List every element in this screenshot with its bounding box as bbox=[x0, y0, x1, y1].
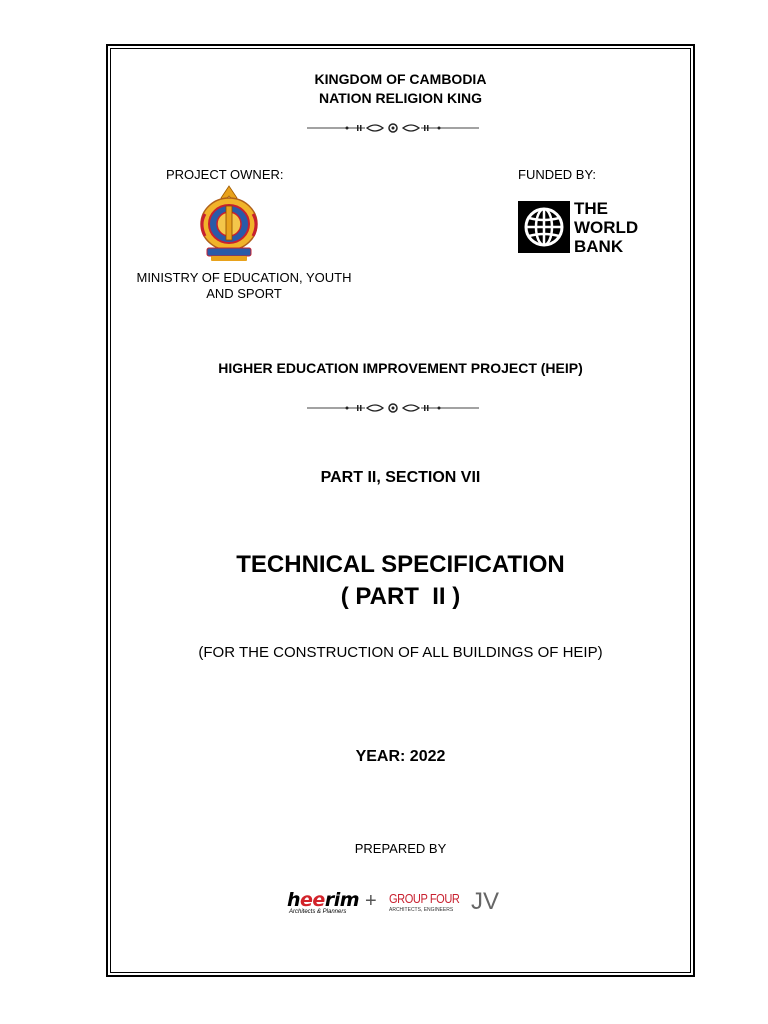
jv-mark: JV bbox=[471, 888, 500, 915]
ornament-divider-middle bbox=[305, 401, 481, 415]
section-label: PART II, SECTION VII bbox=[320, 469, 481, 486]
motto-heading: NATION RELIGION KING bbox=[318, 90, 483, 106]
world-bank-text-line2: WORLD bbox=[574, 218, 639, 237]
world-bank-logo-text bbox=[574, 199, 638, 256]
world-bank-text-line3: BANK bbox=[574, 237, 624, 256]
ministry-emblem-icon bbox=[197, 184, 261, 264]
kingdom-heading: KINGDOM OF CAMBODIA bbox=[314, 71, 487, 87]
ministry-name-line1: MINISTRY OF EDUCATION, YOUTH bbox=[136, 270, 352, 285]
project-owner-label: PROJECT OWNER: bbox=[166, 167, 284, 182]
ministry-name-line2: AND SPORT bbox=[206, 286, 282, 301]
document-title-line2: ( PART II ) bbox=[340, 583, 461, 610]
group-four-logo: GROUP FOUR bbox=[389, 891, 460, 906]
plus-sign: + bbox=[365, 890, 377, 912]
document-title-line1: TECHNICAL SPECIFICATION bbox=[236, 551, 565, 578]
project-title: HIGHER EDUCATION IMPROVEMENT PROJECT (HEIP) bbox=[218, 360, 583, 376]
heerim-tagline: Architects & Planners bbox=[289, 909, 347, 915]
prepared-by-label: PREPARED BY bbox=[354, 841, 447, 856]
group-four-tagline: ARCHITECTS, ENGINEERS bbox=[389, 907, 454, 913]
year-label: YEAR: 2022 bbox=[355, 748, 446, 765]
heerim-logo: heerim bbox=[287, 889, 360, 911]
world-bank-logo-mark bbox=[518, 201, 570, 253]
consultant-logos bbox=[285, 888, 500, 922]
funded-by-label: FUNDED BY: bbox=[518, 167, 597, 182]
ornament-divider-top bbox=[305, 121, 481, 135]
world-bank-text-line1: THE bbox=[574, 199, 608, 218]
globe-icon bbox=[518, 201, 570, 253]
document-subtitle: (FOR THE CONSTRUCTION OF ALL BUILDINGS OF HEIP) bbox=[198, 644, 603, 661]
